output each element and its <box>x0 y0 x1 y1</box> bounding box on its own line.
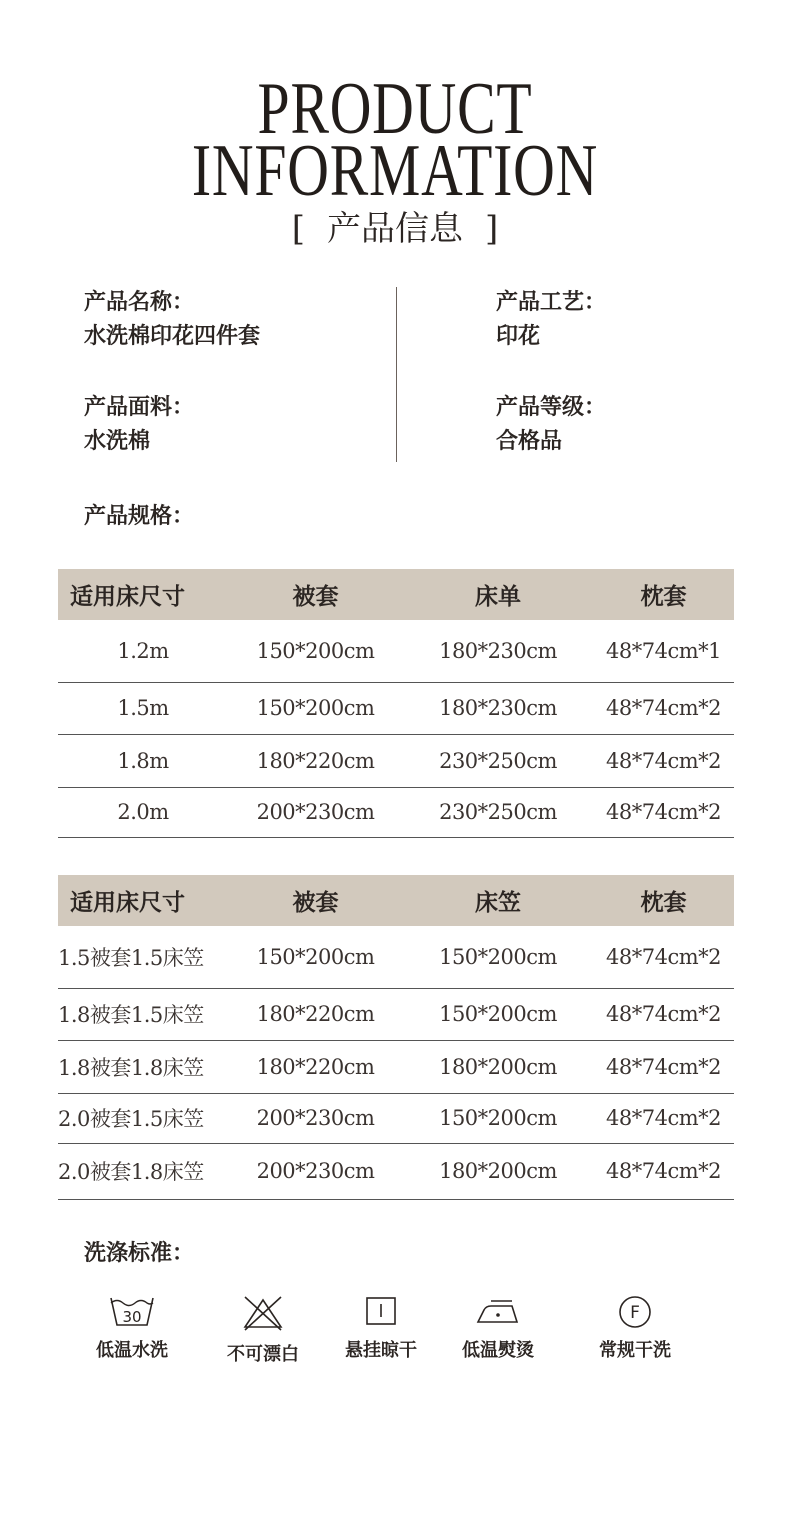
subtitle-text: 产品信息 <box>327 209 463 249</box>
table-row <box>58 926 734 988</box>
table-cell: 2.0m <box>58 787 228 837</box>
dry-clean-letter: F <box>630 1303 640 1323</box>
craft-label: 产品工艺： <box>496 289 607 315</box>
fabric-label: 产品面料： <box>84 394 195 420</box>
care-item-dry-clean <box>580 1294 690 1362</box>
spec-table-sheet <box>58 569 734 838</box>
care-item-no-bleach <box>208 1294 318 1366</box>
header-cell-fitted-sheet: 床笠 <box>403 875 593 926</box>
table-cell: 180*220cm <box>228 1040 403 1093</box>
table-cell: 1.2m <box>58 620 228 682</box>
header-cell-pillowcase: 枕套 <box>593 569 734 620</box>
table-cell: 1.8被套1.5床笠 <box>58 988 228 1040</box>
wash-temp-number: 30 <box>122 1308 142 1326</box>
care-item-iron <box>443 1294 553 1362</box>
title-line-2: INFORMATION <box>191 130 599 212</box>
table-cell: 150*200cm <box>403 988 593 1040</box>
grade-label: 产品等级： <box>496 394 607 420</box>
table-cell: 48*74cm*2 <box>593 787 734 837</box>
header-cell-duvet: 被套 <box>228 569 403 620</box>
table-cell: 180*200cm <box>403 1143 593 1199</box>
table-row <box>58 988 734 1040</box>
table-cell: 180*220cm <box>228 734 403 787</box>
table-cell: 200*230cm <box>228 1093 403 1143</box>
table-cell: 2.0被套1.8床笠 <box>58 1143 228 1199</box>
table-row <box>58 1040 734 1093</box>
subtitle-bracket-open: [ <box>291 209 305 249</box>
header-cell-size: 适用床尺寸 <box>58 875 228 926</box>
table-cell: 1.5被套1.5床笠 <box>58 926 228 988</box>
table-row <box>58 1143 734 1199</box>
header-cell-pillowcase: 枕套 <box>593 875 734 926</box>
table-row <box>58 787 734 837</box>
wash-30-icon <box>108 1294 156 1328</box>
table-cell: 180*200cm <box>403 1040 593 1093</box>
header-cell-size: 适用床尺寸 <box>58 569 228 620</box>
table-cell: 150*200cm <box>228 926 403 988</box>
table-cell: 150*200cm <box>403 1093 593 1143</box>
header-cell-sheet: 床单 <box>403 569 593 620</box>
table-cell: 48*74cm*2 <box>593 1040 734 1093</box>
table-cell: 48*74cm*2 <box>593 1143 734 1199</box>
subtitle <box>0 209 790 249</box>
care-label-wash: 低温水洗 <box>96 1340 168 1361</box>
table-cell: 48*74cm*2 <box>593 734 734 787</box>
table-header-row <box>58 875 734 926</box>
craft-value: 印花 <box>496 323 541 349</box>
care-label-dry-clean: 常规干洗 <box>599 1340 671 1361</box>
dry-clean-f-icon <box>611 1294 659 1328</box>
divider-line <box>396 287 397 462</box>
no-bleach-icon <box>239 1294 287 1332</box>
name-value: 水洗棉印花四件套 <box>84 323 261 349</box>
spec-table-fitted <box>58 875 734 1200</box>
table-cell: 48*74cm*1 <box>593 620 734 682</box>
table-cell: 1.5m <box>58 682 228 734</box>
table-cell: 230*250cm <box>403 734 593 787</box>
table-row <box>58 620 734 682</box>
care-label-hang-dry: 悬挂晾干 <box>345 1340 417 1361</box>
grade-value: 合格品 <box>496 428 563 454</box>
table-cell: 1.8m <box>58 734 228 787</box>
table-cell: 150*200cm <box>228 682 403 734</box>
care-label: 洗涤标准： <box>84 1240 195 1266</box>
table-cell: 150*200cm <box>228 620 403 682</box>
subtitle-bracket-close: ] <box>485 209 499 249</box>
table-cell: 180*230cm <box>403 620 593 682</box>
care-label-iron: 低温熨烫 <box>462 1340 534 1361</box>
table-cell: 48*74cm*2 <box>593 682 734 734</box>
name-label: 产品名称： <box>84 289 195 315</box>
table-cell: 180*230cm <box>403 682 593 734</box>
care-item-hang-dry <box>326 1294 436 1362</box>
spec-label: 产品规格： <box>84 503 195 529</box>
table-row <box>58 734 734 787</box>
table-cell: 150*200cm <box>403 926 593 988</box>
table-cell: 2.0被套1.5床笠 <box>58 1093 228 1143</box>
table-cell: 48*74cm*2 <box>593 1093 734 1143</box>
fabric-value: 水洗棉 <box>84 428 151 454</box>
table-header-row <box>58 569 734 620</box>
table-cell: 1.8被套1.8床笠 <box>58 1040 228 1093</box>
header-cell-duvet: 被套 <box>228 875 403 926</box>
care-item-wash <box>77 1294 187 1362</box>
hang-dry-icon <box>357 1294 405 1328</box>
table-cell: 48*74cm*2 <box>593 926 734 988</box>
table-row <box>58 1093 734 1143</box>
table-row <box>58 682 734 734</box>
care-label-no-bleach: 不可漂白 <box>227 1344 299 1365</box>
iron-low-icon <box>474 1294 522 1328</box>
table-cell: 200*230cm <box>228 787 403 837</box>
table-cell: 230*250cm <box>403 787 593 837</box>
table-cell: 48*74cm*2 <box>593 988 734 1040</box>
table-cell: 200*230cm <box>228 1143 403 1199</box>
title-line-1: PRODUCT <box>257 68 533 150</box>
table-cell: 180*220cm <box>228 988 403 1040</box>
